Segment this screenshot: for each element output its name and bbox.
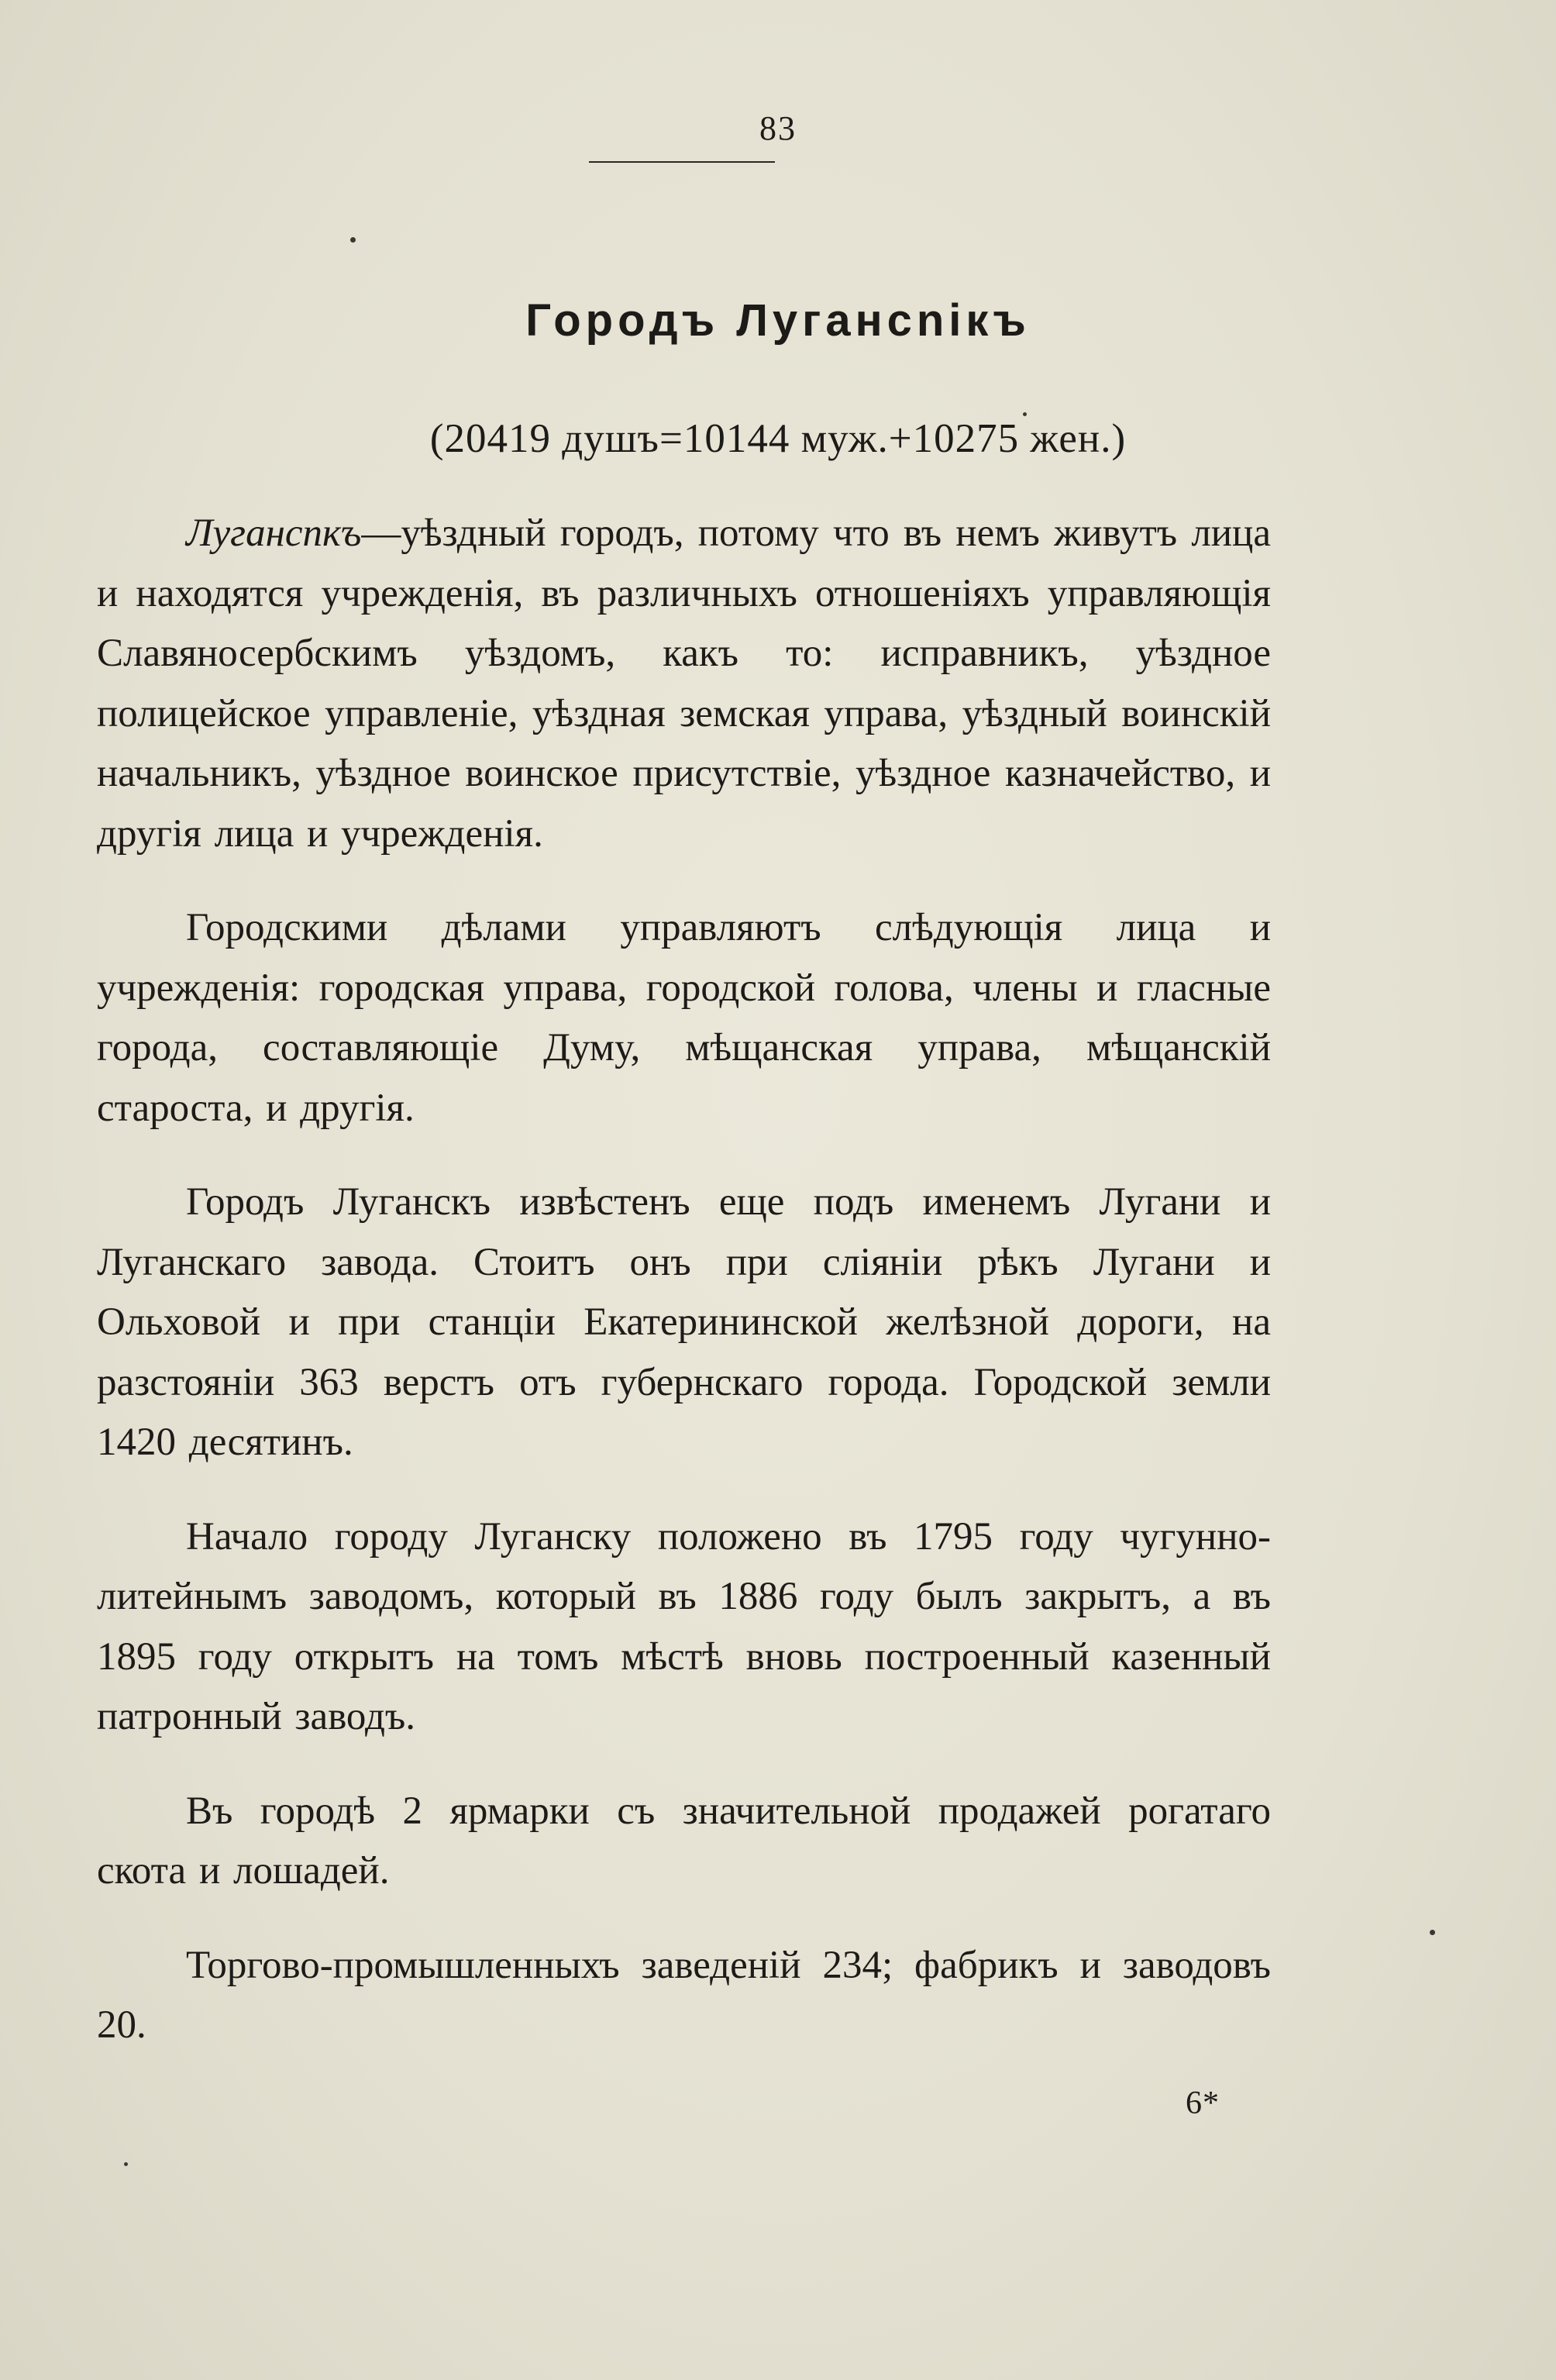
paragraph-4: Начало городу Луганску положено въ 1795 году чугунно-литейнымъ заводомъ, который въ 1886 году былъ закрытъ, а въ 1895 году открытъ на томъ мѣстѣ вновь построенный казенный патронный заводъ.	[97, 1514, 1271, 1738]
paper-speck	[124, 2162, 128, 2166]
signature-mark: 6*	[1186, 2086, 1220, 2121]
paper-speck	[1430, 1930, 1435, 1935]
paragraph-2: Городскими дѣлами управляютъ слѣдующія лица и учрежденія: городская управа, городской голова, члены и гласные города, составляющіе Думу, мѣщанская управа, мѣщанскій староста, и другія.	[97, 906, 1271, 1130]
paragraph-1-text: —уѣздный городъ, потому что въ немъ живутъ лица и находятся учрежденія, въ различныхъ отношеніяхъ управляющія Славяносербскимъ уѣздомъ, какъ то: исправникъ, уѣздное полицейское управленіе, уѣздная земская управа, уѣздный воинскій начальникъ, уѣздное воинское присутствіе, уѣздное казначейство, и другія лица и учрежденія.	[97, 511, 1271, 856]
population-subtitle: (20419 душъ=10144 муж.+10275 жен.)	[429, 416, 1127, 461]
chapter-title: Городъ Лугансniкъ	[525, 295, 1031, 346]
paragraph-1-lead: Лугансnкъ	[186, 511, 362, 555]
paragraph-6: Торгово-промышленныхъ заведеній 234; фабрикъ и заводовъ 20.	[97, 1943, 1271, 2047]
paragraph-3: Городъ Луганскъ извѣстенъ еще подъ именемъ Лугани и Луганскаго завода. Стоитъ онъ при сліяніи рѣкъ Лугани и Ольховой и при станціи Екатерининской желѣзной дороги, на разстояніи 363 верстъ отъ губернскаго города. Городской земли 1420 десятинъ.	[97, 1180, 1271, 1464]
header-rule	[589, 161, 775, 163]
body-text	[97, 504, 1271, 2090]
paper-speck	[350, 237, 356, 243]
paper-speck	[1023, 412, 1027, 416]
paragraph-1	[97, 504, 1271, 864]
paragraph-5: Въ городѣ 2 ярмарки съ значительной продажей рогатаго скота и лошадей.	[97, 1789, 1271, 1893]
page-number: 83	[759, 109, 797, 147]
